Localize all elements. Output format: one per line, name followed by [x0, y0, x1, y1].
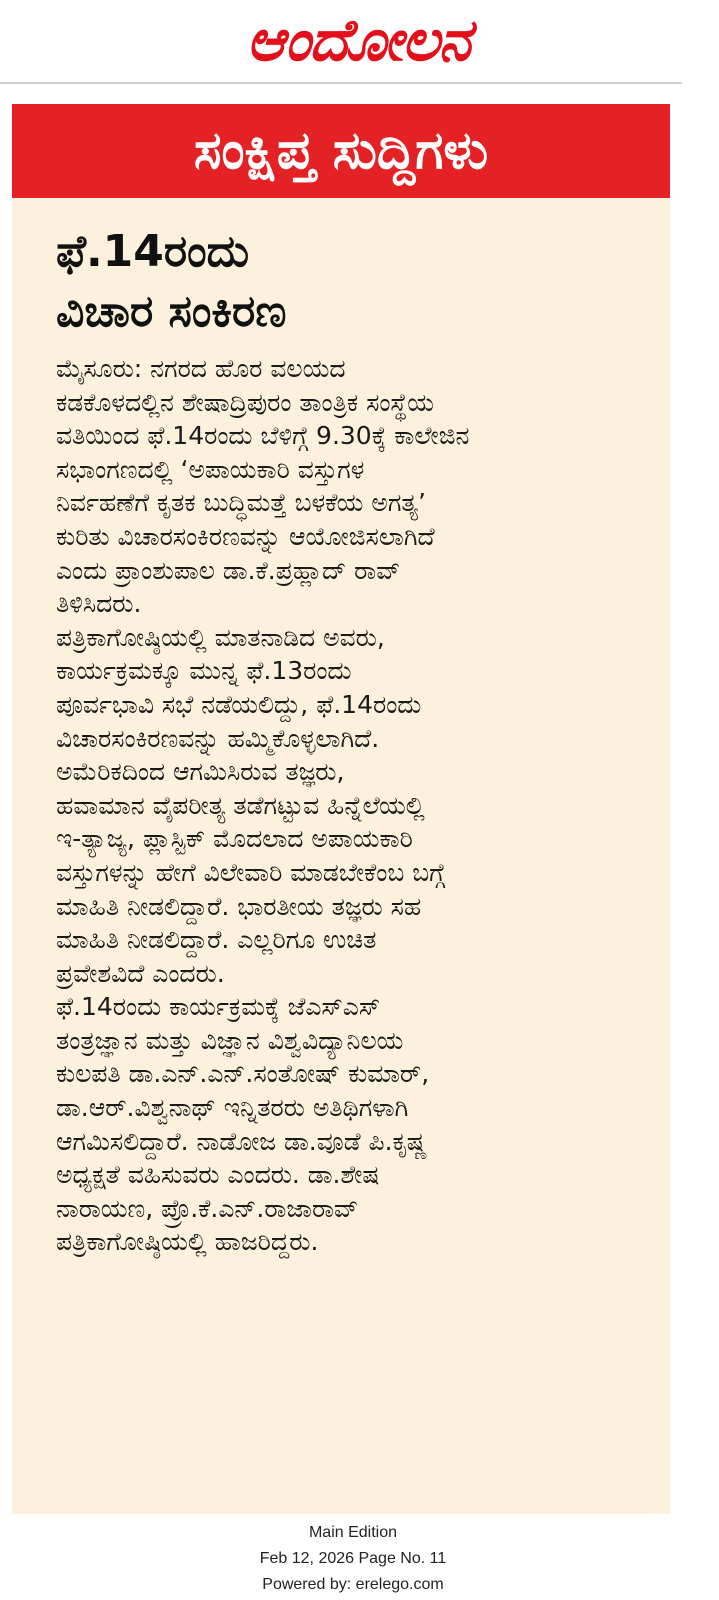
article-line: ತಂತ್ರಜ್ಞಾನ ಮತ್ತು ವಿಜ್ಞಾನ ವಿಶ್ವವಿದ್ಯಾನಿಲಯ [56, 1025, 404, 1055]
article-line: ಪೂರ್ವಭಾವಿ ಸಭೆ ನಡೆಯಲಿದ್ದು, ಫೆ.14ರಂದು [56, 689, 422, 719]
article-line: ಪ್ರವೇಶವಿದೆ ಎಂದರು. [56, 958, 225, 988]
article-line: ಪತ್ರಿಕಾಗೋಷ್ಠಿಯಲ್ಲಿ ಹಾಜರಿದ್ದರು. [56, 1227, 319, 1257]
headline-line: ಫೆ.14ರಂದು [56, 226, 250, 277]
article-line: ಪತ್ರಿಕಾಗೋಷ್ಠಿಯಲ್ಲಿ ಮಾತನಾಡಿದ ಅವರು, [56, 622, 385, 652]
headline-line: ವಿಚಾರ ಸಂಕಿರಣ [56, 286, 287, 337]
edition-label: Main Edition [308, 1524, 398, 1541]
article-line: ಕಡಕೊಳದಲ್ಲಿನ ಶೇಷಾದ್ರಿಪುರಂ ತಾಂತ್ರಿಕ ಸಂಸ್ಥೆಯ [56, 387, 434, 417]
article-paragraph [56, 621, 666, 991]
article-line: ಮಾಹಿತಿ ನೀಡಲಿದ್ದಾರೆ. ಎಲ್ಲರಿಗೂ ಉಚಿತ [56, 925, 377, 955]
article-body [56, 352, 666, 1259]
article-line: ನಾರಾಯಣ, ಪ್ರೊ.ಕೆ.ಎನ್.ರಾಜಾರಾವ್ [56, 1193, 359, 1223]
newspaper-logo: ಆಂದೋಲನ [246, 6, 470, 74]
article-line: ವಿಚಾರಸಂಕಿರಣವನ್ನು ಹಮ್ಮಿಕೊಳ್ಳಲಾಗಿದೆ. [56, 723, 380, 753]
article-line: ಸಭಾಂಗಣದಲ್ಲಿ ‘ಅಪಾಯಕಾರಿ ವಸ್ತುಗಳ [56, 454, 365, 484]
article-line: ಆಗಮಿಸಲಿದ್ದಾರೆ. ನಾಡೋಜ ಡಾ.ವೂಡೆ ಪಿ.ಕೃಷ್ಣ [56, 1126, 428, 1156]
article-line: ಅಧ್ಯಕ್ಷತೆ ವಹಿಸುವರು ಎಂದರು. ಡಾ.ಶೇಷ [56, 1160, 380, 1190]
article-line: ಮಾಹಿತಿ ನೀಡಲಿದ್ದಾರೆ. ಭಾರತೀಯ ತಜ್ಞರು ಸಹ [56, 891, 422, 921]
masthead [0, 0, 680, 84]
powered-by-label: Powered by: erelego.com [262, 1576, 444, 1593]
article-line: ಕುರಿತು ವಿಚಾರಸಂಕಿರಣವನ್ನು ಆಯೋಜಿಸಲಾಗಿದೆ [56, 521, 435, 551]
page-footer [0, 1520, 706, 1598]
masthead-divider [0, 82, 682, 84]
article-line: ಎಂದು ಪ್ರಾಂಶುಪಾಲ ಡಾ.ಕೆ.ಪ್ರಹ್ಲಾದ್ ರಾವ್ [56, 555, 401, 585]
article-paragraph [56, 352, 666, 621]
article-headline [56, 222, 646, 342]
news-clipping [12, 104, 670, 1514]
article-line: ಇ-ತ್ಯಾಜ್ಯ, ಪ್ಲಾಸ್ಟಿಕ್ ಮೊದಲಾದ ಅಪಾಯಕಾರಿ [56, 824, 413, 854]
article-line: ಡಾ.ಆರ್.ವಿಶ್ವನಾಥ್ ಇನ್ನಿತರರು ಅತಿಥಿಗಳಾಗಿ [56, 1093, 409, 1123]
article-line: ತಿಳಿಸಿದರು. [56, 589, 142, 619]
article-line: ವತಿಯಿಂದ ಫೆ.14ರಂದು ಬೆಳಿಗ್ಗೆ 9.30ಕ್ಕೆ ಕಾಲೇಜಿನ [56, 421, 470, 451]
article-line: ಹವಾಮಾನ ವೈಪರೀತ್ಯ ತಡೆಗಟ್ಟುವ ಹಿನ್ನೆಲೆಯಲ್ಲಿ [56, 790, 425, 820]
article-line: ನಿರ್ವಹಣೆಗೆ ಕೃತಕ ಬುದ್ಧಿಮತ್ತೆ ಬಳಕೆಯ ಅಗತ್ಯ’ [56, 488, 426, 518]
article-paragraph [56, 990, 666, 1259]
date-page-label: Feb 12, 2026 Page No. 11 [259, 1550, 447, 1567]
article-line: ಅಮೆರಿಕದಿಂದ ಆಗಮಿಸಿರುವ ತಜ್ಞರು, [56, 757, 345, 787]
article-line: ಫೆ.14ರಂದು ಕಾರ್ಯಕ್ರಮಕ್ಕೆ ಜೆಎಸ್ಎಸ್ [56, 992, 381, 1022]
section-title: ಸಂಕ್ಷಿಪ್ತ ಸುದ್ದಿಗಳು [193, 121, 489, 181]
article-line: ಕುಲಪತಿ ಡಾ.ಎನ್.ಎನ್.ಸಂತೋಷ್ ಕುಮಾರ್, [56, 1059, 430, 1089]
article-line: ಮೈಸೂರು: ನಗರದ ಹೊರ ವಲಯದ [56, 354, 346, 383]
article-line: ಕಾರ್ಯಕ್ರಮಕ್ಕೂ ಮುನ್ನ ಫೆ.13ರಂದು [56, 656, 352, 686]
section-banner [12, 104, 670, 198]
article-line: ವಸ್ತುಗಳನ್ನು ಹೇಗೆ ವಿಲೇವಾರಿ ಮಾಡಬೇಕೆಂಬ ಬಗ್ಗೆ [56, 857, 446, 887]
